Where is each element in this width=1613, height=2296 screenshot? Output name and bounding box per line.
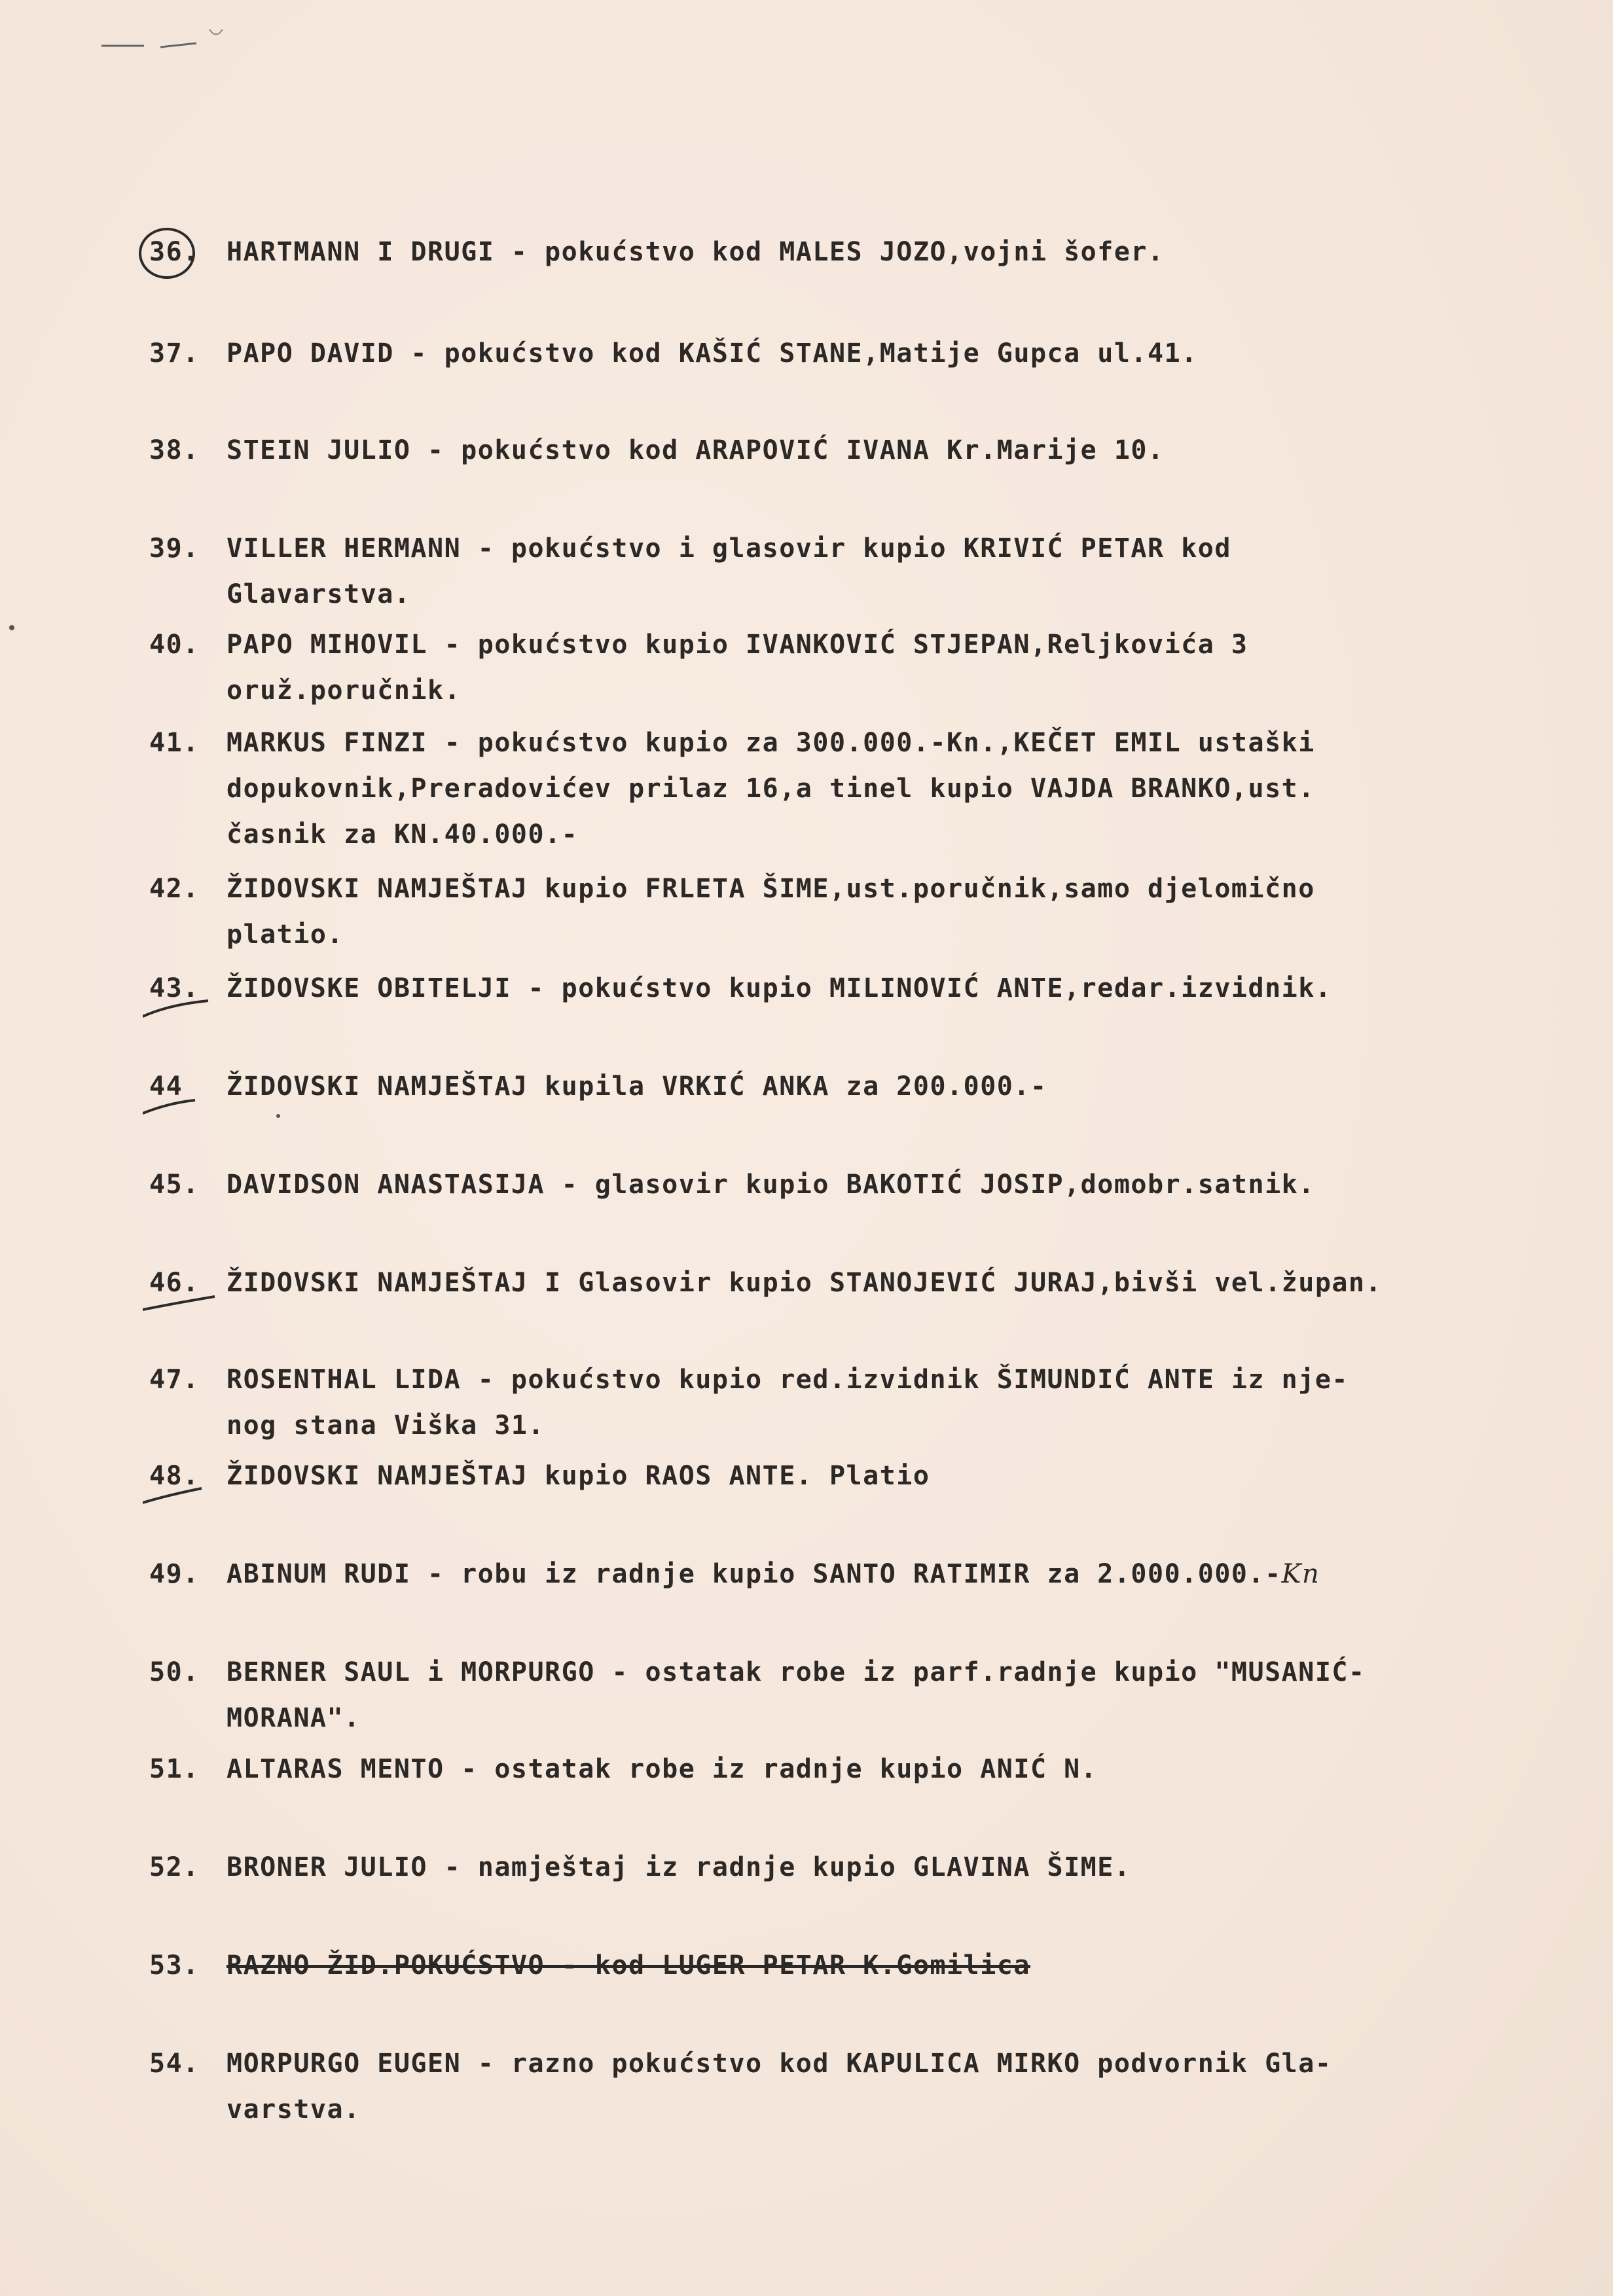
entry-text: ABINUM RUDI - robu iz radnje kupio SANTO RATIMIR za 2.000.000.- [227, 1559, 1282, 1589]
circle-mark [139, 228, 195, 279]
entry-number: 50. [149, 1657, 200, 1687]
entry-text: PAPO DAVID - pokućstvo kod KAŠIĆ STANE,Matije Gupca ul.41. [227, 338, 1198, 368]
entry-number: 40. [149, 630, 200, 660]
entry-text-continued: časnik za KN.40.000.- [227, 819, 579, 850]
list-item [149, 1649, 1596, 1741]
margin-dot [9, 625, 14, 630]
entry-text: BERNER SAUL i MORPURGO - ostatak robe iz parf.radnje kupio "MUSANIĆ- [227, 1657, 1366, 1687]
handwritten-tick-mark [143, 1293, 215, 1312]
list-item [149, 526, 1596, 617]
entry-text-continued: Glavarstva. [227, 579, 411, 609]
margin-dot [276, 1114, 280, 1118]
list-item [149, 1943, 1596, 1988]
entry-text-continued: nog stana Viška 31. [227, 1410, 545, 1441]
list-item [149, 866, 1596, 958]
entry-text-continued: dopukovnik,Preradovićev prilaz 16,a tinel kupio VAJDA BRANKO,ust. [227, 774, 1315, 804]
entry-text: BRONER JULIO - namještaj iz radnje kupio GLAVINA ŠIME. [227, 1852, 1131, 1882]
list-item [149, 2041, 1596, 2132]
list-item [149, 229, 1596, 275]
entry-number: 47. [149, 1365, 200, 1395]
list-item [149, 331, 1596, 376]
entry-number: 44 [149, 1071, 183, 1102]
list-item [149, 1162, 1596, 1208]
entry-text: ALTARAS MENTO - ostatak robe iz radnje kupio ANIĆ N. [227, 1754, 1098, 1784]
entry-number: 48. [149, 1461, 200, 1491]
list-item [149, 1844, 1596, 1890]
entry-number: 54. [149, 2049, 200, 2079]
entry-number: 46. [149, 1268, 200, 1298]
entry-number: 41. [149, 728, 200, 758]
list-item [149, 1746, 1596, 1792]
entry-text: DAVIDSON ANASTASIJA - glasovir kupio BAKOTIĆ JOSIP,domobr.satnik. [227, 1170, 1315, 1200]
entry-number: 45. [149, 1170, 200, 1200]
entry-text: ŽIDOVSKI NAMJEŠTAJ kupio FRLETA ŠIME,ust.poručnik,samo djelomično [227, 874, 1315, 904]
entry-number: 43. [149, 973, 200, 1003]
entry-text-continued: oruž.poručnik. [227, 675, 462, 706]
entry-text-continued: varstva. [227, 2094, 361, 2125]
list-item [149, 427, 1596, 473]
list-item [149, 1551, 1596, 1597]
handwritten-header-mark [98, 26, 249, 52]
entry-text-continued: MORANA". [227, 1703, 361, 1733]
handwritten-tick-mark [143, 1096, 215, 1116]
entry-number: 51. [149, 1754, 200, 1784]
list-item [149, 720, 1596, 857]
handwritten-currency: Kn [1281, 1559, 1320, 1589]
entry-text: VILLER HERMANN - pokućstvo i glasovir kupio KRIVIĆ PETAR kod [227, 533, 1231, 564]
list-item [149, 1064, 1596, 1109]
list-item [149, 1357, 1596, 1448]
entry-number: 39. [149, 533, 200, 564]
entry-text: PAPO MIHOVIL - pokućstvo kupio IVANKOVIĆ STJEPAN,Reljkovića 3 [227, 630, 1248, 660]
entry-number: 37. [149, 338, 200, 368]
entry-text-struck: RAZNO ŽID.POKUĆSTVO - kod LUGER PETAR K.Gomilica [227, 1950, 1030, 1981]
entry-number: 49. [149, 1559, 200, 1589]
entry-number: 53. [149, 1950, 200, 1981]
handwritten-tick-mark [143, 998, 215, 1018]
list-item [149, 965, 1596, 1011]
entry-text-continued: platio. [227, 920, 344, 950]
handwritten-tick-mark [143, 1486, 215, 1505]
entry-number: 38. [149, 435, 200, 465]
list-item [149, 622, 1596, 713]
entry-number: 42. [149, 874, 200, 904]
entry-text: ŽIDOVSKI NAMJEŠTAJ kupila VRKIĆ ANKA za 200.000.- [227, 1071, 1047, 1102]
entry-text: ŽIDOVSKI NAMJEŠTAJ kupio RAOS ANTE. Platio [227, 1461, 930, 1491]
entry-text: ŽIDOVSKE OBITELJI - pokućstvo kupio MILINOVIĆ ANTE,redar.izvidnik. [227, 973, 1332, 1003]
entry-text: MORPURGO EUGEN - razno pokućstvo kod KAPULICA MIRKO podvornik Gla- [227, 2049, 1332, 2079]
entry-number: 36. [149, 237, 200, 267]
entry-text: MARKUS FINZI - pokućstvo kupio za 300.000.-Kn.,KEČET EMIL ustaški [227, 728, 1315, 758]
entry-text: ROSENTHAL LIDA - pokućstvo kupio red.izvidnik ŠIMUNDIĆ ANTE iz nje- [227, 1365, 1349, 1395]
entry-text: HARTMANN I DRUGI - pokućstvo kod MALES JOZO,vojni šofer. [227, 237, 1165, 267]
entry-text: ŽIDOVSKI NAMJEŠTAJ I Glasovir kupio STANOJEVIĆ JURAJ,bivši vel.župan. [227, 1268, 1383, 1298]
entry-text: STEIN JULIO - pokućstvo kod ARAPOVIĆ IVANA Kr.Marije 10. [227, 435, 1165, 465]
list-item [149, 1453, 1596, 1499]
list-item [149, 1260, 1596, 1306]
entry-number: 52. [149, 1852, 200, 1882]
